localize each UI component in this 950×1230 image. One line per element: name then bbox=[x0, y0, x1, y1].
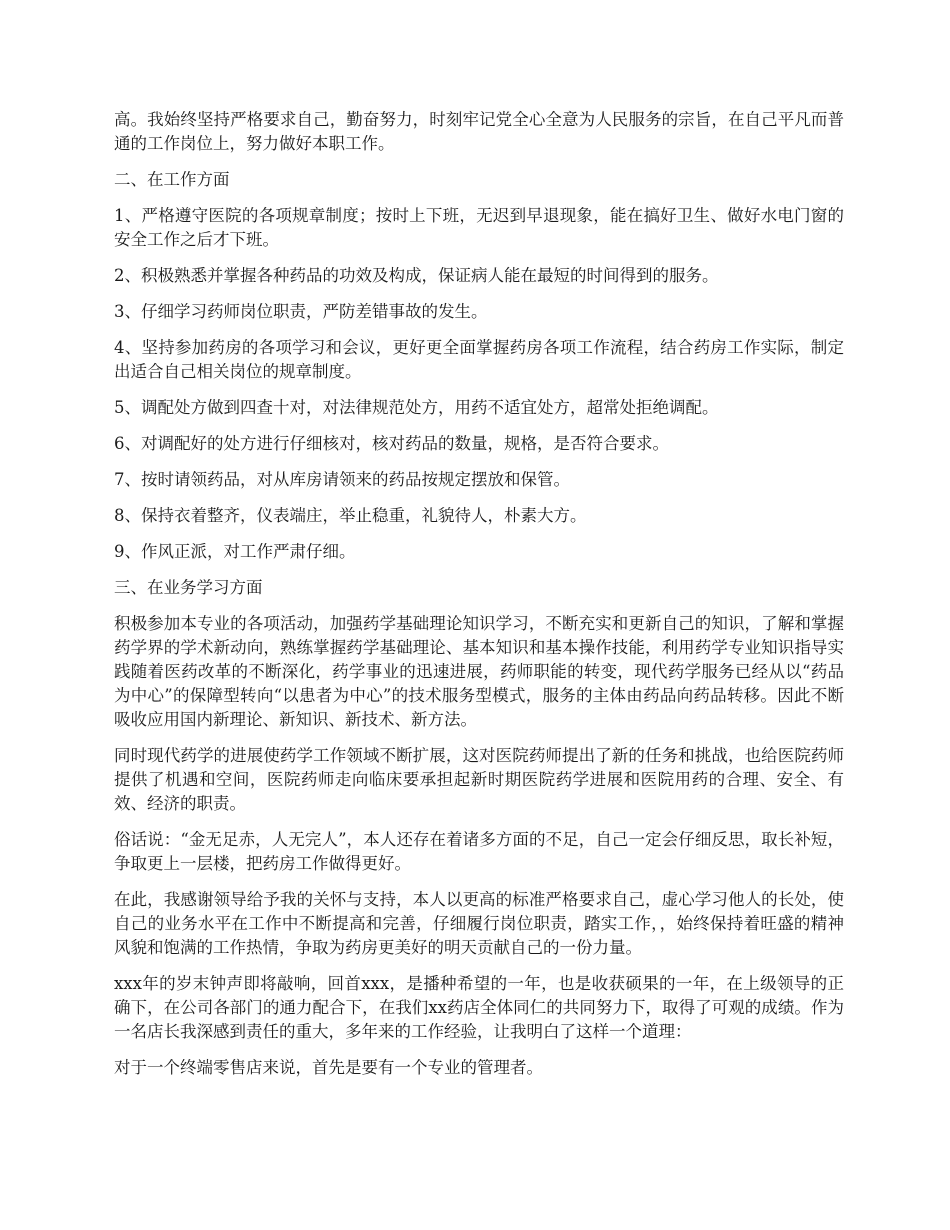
list-item: 3、仔细学习药师岗位职责，严防差错事故的发生。 bbox=[114, 302, 488, 321]
intro-paragraph: 高。我始终坚持严格要求自己，勤奋努力，时刻牢记党全心全意为人民服务的宗旨，在自己平凡而普通的工作岗位上，努力做好本职工作。 bbox=[114, 110, 844, 153]
body-paragraph: xxx年的岁末钟声即将敲响，回首xxx，是播种希望的一年，也是收获硕果的一年，在上级领导的正确下，在公司各部门的通力配合下，在我们xx药店全体同仁的共同努力下，取得了可观的成绩。作为一名店长我深感到责任的重大，多年来的工作经验，让我明白了这样一个道理： bbox=[114, 974, 844, 1041]
body-paragraph: 对于一个终端零售店来说，首先是要有一个专业的管理者。 bbox=[114, 1058, 543, 1077]
list-item: 4、坚持参加药房的各项学习和会议，更好更全面掌握药房各项工作流程，结合药房工作实际，制定出适合自己相关岗位的规章制度。 bbox=[114, 338, 844, 381]
body-paragraph: 俗话说：“金无足赤，人无完人”，本人还存在着诸多方面的不足，自己一定会仔细反思，取长补短，争取更上一层楼，把药房工作做得更好。 bbox=[114, 830, 844, 873]
document-body bbox=[114, 108, 844, 1092]
list-item: 1、严格遵守医院的各项规章制度；按时上下班，无迟到早退现象，能在搞好卫生、做好水电门窗的安全工作之后才下班。 bbox=[114, 206, 844, 249]
body-paragraph: 在此，我感谢领导给予我的关怀与支持，本人以更高的标准严格要求自己，虚心学习他人的长处，使自己的业务水平在工作中不断提高和完善，仔细履行岗位职责，踏实工作，，始终保持着旺盛的精神风貌和饱满的工作热情，争取为药房更美好的明天贡献自己的一份力量。 bbox=[114, 890, 844, 957]
list-item: 2、积极熟悉并掌握各种药品的功效及构成，保证病人能在最短的时间得到的服务。 bbox=[114, 266, 719, 285]
list-item: 9、作风正派，对工作严肃仔细。 bbox=[114, 542, 356, 561]
list-item: 6、对调配好的处方进行仔细核对，核对药品的数量，规格，是否符合要求。 bbox=[114, 434, 669, 453]
body-paragraph: 同时现代药学的进展使药学工作领域不断扩展，这对医院药师提出了新的任务和挑战，也给医院药师提供了机遇和空间，医院药师走向临床要承担起新时期医院药学进展和医院用药的合理、安全、有效、经济的职责。 bbox=[114, 746, 844, 813]
list-item: 5、调配处方做到四查十对，对法律规范处方，用药不适宜处方，超常处拒绝调配。 bbox=[114, 398, 719, 417]
list-item: 8、保持衣着整齐，仪表端庄，举止稳重，礼貌待人，朴素大方。 bbox=[114, 506, 587, 525]
body-paragraph: 积极参加本专业的各项活动，加强药学基础理论知识学习，不断充实和更新自己的知识，了解和掌握药学界的学术新动向，熟练掌握药学基础理论、基本知识和基本操作技能，利用药学专业知识指导实践随着医药改革的不断深化，药学事业的迅速进展，药师职能的转变，现代药学服务已经从以“药品为中心”的保障型转向“以患者为中心”的技术服务型模式，服务的主体由药品向药品转移。因此不断吸收应用国内新理论、新知识、新技术、新方法。 bbox=[114, 614, 844, 729]
section-heading-study: 三、在业务学习方面 bbox=[114, 578, 263, 597]
section-heading-work: 二、在工作方面 bbox=[114, 170, 230, 189]
list-item: 7、按时请领药品，对从库房请领来的药品按规定摆放和保管。 bbox=[114, 470, 570, 489]
